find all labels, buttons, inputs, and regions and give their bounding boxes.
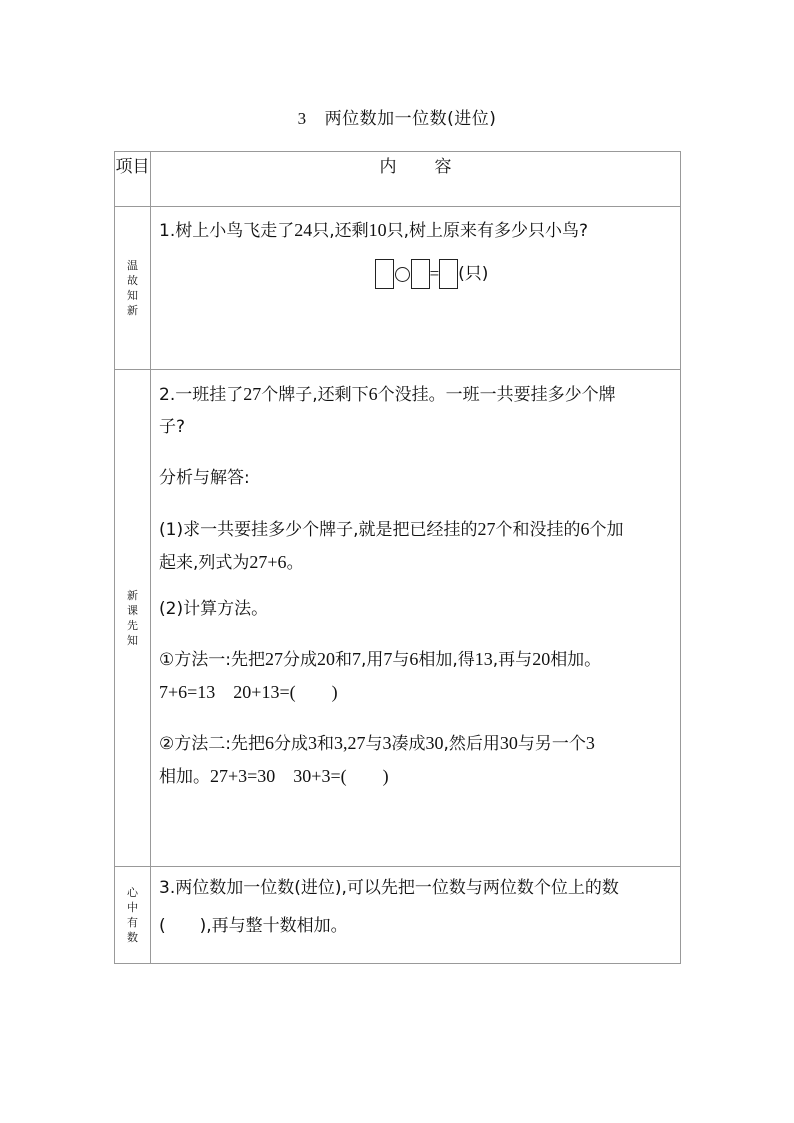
answer-template (159, 259, 674, 289)
answer-box-1[interactable] (375, 259, 394, 289)
question-2: 2.一班挂了27个牌子,还剩下6个没挂。一班一共要挂多少个牌 子? (159, 384, 616, 437)
method-2: ②方法二:先把6分成3和3,27与3凑成30,然后用30与另一个3 相加。27+3=30 30+3=( ) (159, 733, 595, 787)
operator-circle[interactable] (395, 267, 410, 282)
worksheet-table (114, 151, 681, 964)
analysis-heading: 分析与解答: (159, 468, 250, 488)
header-content: 内容 (151, 152, 681, 207)
method-2-equations[interactable]: 27+3=30 30+3=( ) (210, 766, 389, 786)
review-label-char: 新 (127, 304, 138, 317)
method-1-equations[interactable]: 7+6=13 20+13=( ) (159, 682, 338, 702)
analysis-step-1: (1)求一共要挂多少个牌子,就是把已经挂的27个和没挂的6个加 起来,列式为27+6。 (159, 519, 624, 573)
review-row (115, 207, 681, 370)
analysis-step-2: (2)计算方法。 (159, 599, 269, 619)
new-lesson-content (151, 370, 681, 867)
equals-sign: = (429, 264, 440, 283)
review-label-char: 知 (127, 289, 138, 302)
page-title (0, 104, 794, 129)
new-lesson-label (115, 370, 151, 867)
new-label-char: 课 (127, 604, 138, 617)
review-label-char: 故 (127, 274, 138, 287)
new-lesson-row (115, 370, 681, 867)
summary-label-char: 数 (127, 931, 138, 944)
question-1: 1.树上小鸟飞走了24只,还剩10只,树上原来有多少只小鸟? (159, 220, 589, 241)
question-3: 3.两位数加一位数(进位),可以先把一位数与两位数个位上的数 ( ),再与整十数相加。 (159, 878, 619, 936)
summary-label-char: 中 (127, 901, 138, 914)
review-content (151, 207, 681, 370)
summary-content (151, 867, 681, 964)
method-1: ①方法一:先把27分成20和7,用7与6相加,得13,再与20相加。 7+6=13 20+13=( ) (159, 649, 602, 702)
answer-box-2[interactable] (411, 259, 430, 289)
header-row (115, 152, 681, 207)
summary-label-char: 有 (127, 916, 138, 929)
answer-unit: (只) (458, 264, 489, 284)
question-3-blank[interactable]: ( ),再与整十数相加。 (159, 916, 348, 936)
summary-row (115, 867, 681, 964)
new-label-char: 新 (127, 589, 138, 602)
answer-box-3[interactable] (439, 259, 458, 289)
review-label (115, 207, 151, 370)
header-item: 项目 (115, 152, 151, 207)
summary-label (115, 867, 151, 964)
summary-label-char: 心 (127, 886, 138, 899)
title-text: 两位数加一位数(进位) (324, 109, 497, 129)
review-label-char: 温 (127, 259, 138, 272)
new-label-char: 先 (127, 619, 138, 632)
title-number: 3 (297, 109, 307, 128)
new-label-char: 知 (127, 634, 138, 647)
